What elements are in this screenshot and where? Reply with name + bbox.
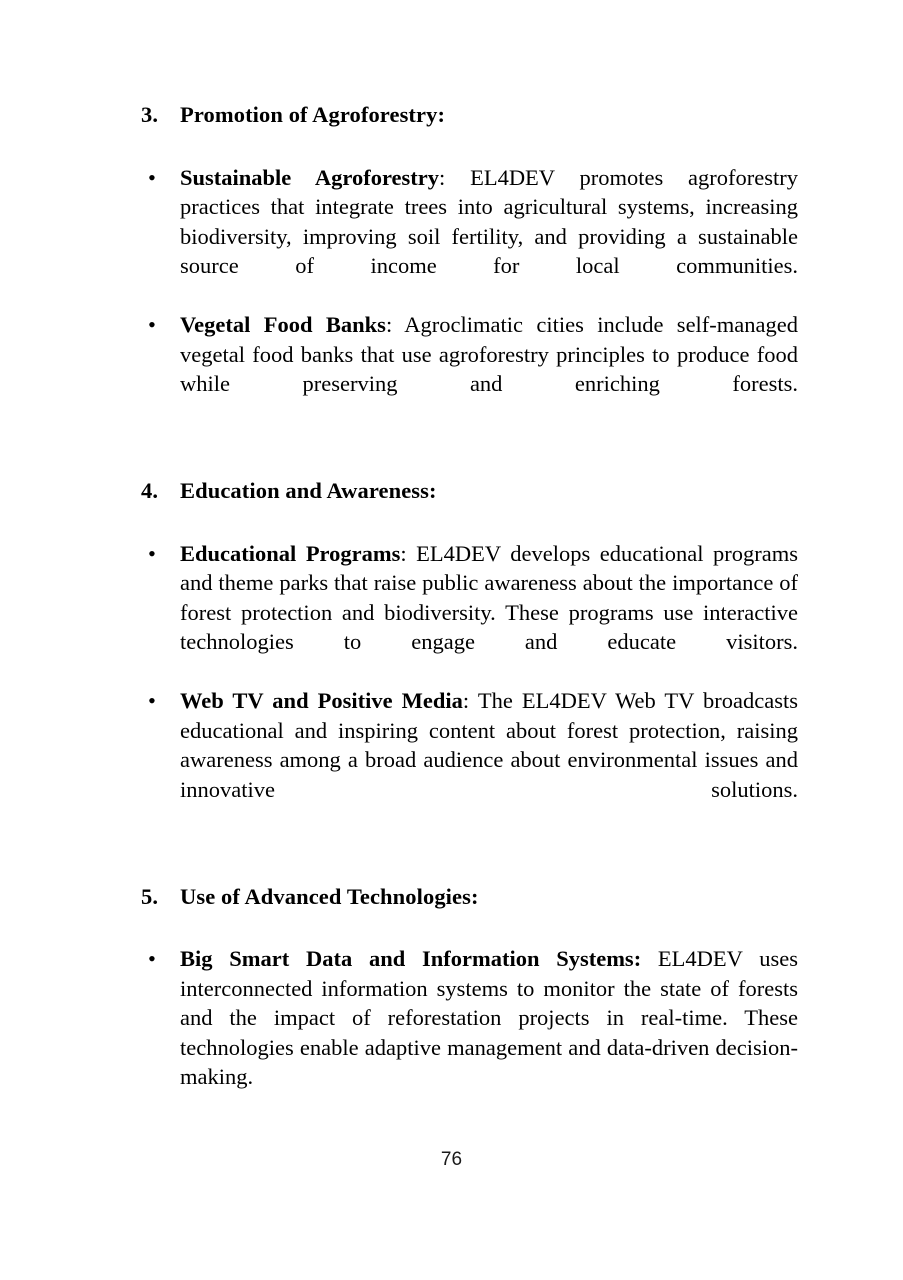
bullet-icon: • [148,312,156,337]
section-3 [141,100,798,428]
list-item-lead: Big Smart Data and Information Systems: [180,946,642,971]
list-item [141,310,798,428]
bullet-icon: • [148,540,156,566]
section-4 [141,476,798,834]
section-number-5: 5. [141,883,159,909]
list-item [141,163,798,311]
list-item [141,539,798,687]
spacer [141,428,798,476]
list-item-body: : The EL4DEV Web TV broadcasts educational and inspiring content about forest protection, raising awareness among a broad audience about environmental issues and innovative solutions. [180,688,798,802]
list-item [141,686,798,834]
bullet-list-4 [141,539,798,834]
list-item-body: EL4DEV uses interconnected information systems to monitor the state of forests and the impact of reforestation projects in real-time. These technologies enable adaptive management and data-driven decision-making. [180,946,798,1089]
list-item-body: : EL4DEV develops educational programs and theme parks that raise public awareness about the importance of forest protection and biodiversity. These programs use interactive technologies to engage and educate visitors. [180,540,798,654]
bullet-icon: • [148,946,156,971]
list-item-body: : EL4DEV promotes agroforestry practices that integrate trees into agricultural systems, increasing biodiversity, improving soil fertility, and providing a sustainable source of income for local communities. [180,164,798,278]
section-title-5: Use of Advanced Technologies: [180,883,479,909]
spacer [141,834,798,882]
list-item-lead: Web TV and Positive Media [180,688,463,713]
section-number-4: 4. [141,478,159,503]
spacer [141,130,798,163]
list-item [141,944,798,1121]
section-number-3: 3. [141,102,159,127]
list-item-lead: Sustainable Agroforestry [180,164,439,190]
bullet-icon: • [148,688,156,713]
spacer [141,506,798,539]
section-title-3: Promotion of Agroforestry: [180,102,446,127]
list-item-lead: Educational Programs [180,540,401,566]
bullet-list-5 [141,944,798,1121]
section-heading-5 [141,882,798,912]
bullet-icon: • [148,164,156,190]
section-heading-3 [141,100,798,130]
section-heading-4 [141,476,798,506]
section-title-4: Education and Awareness: [180,478,437,503]
bullet-list-3 [141,163,798,429]
list-item-body: : Agroclimatic cities include self-managed vegetal food banks that use agroforestry principles to produce food while preserving and enriching forests. [180,312,799,396]
spacer [141,911,798,944]
list-item-lead: Vegetal Food Banks [180,312,386,337]
page-number: 76 [440,1149,463,1170]
page-content [141,100,798,1121]
section-5 [141,882,798,1122]
